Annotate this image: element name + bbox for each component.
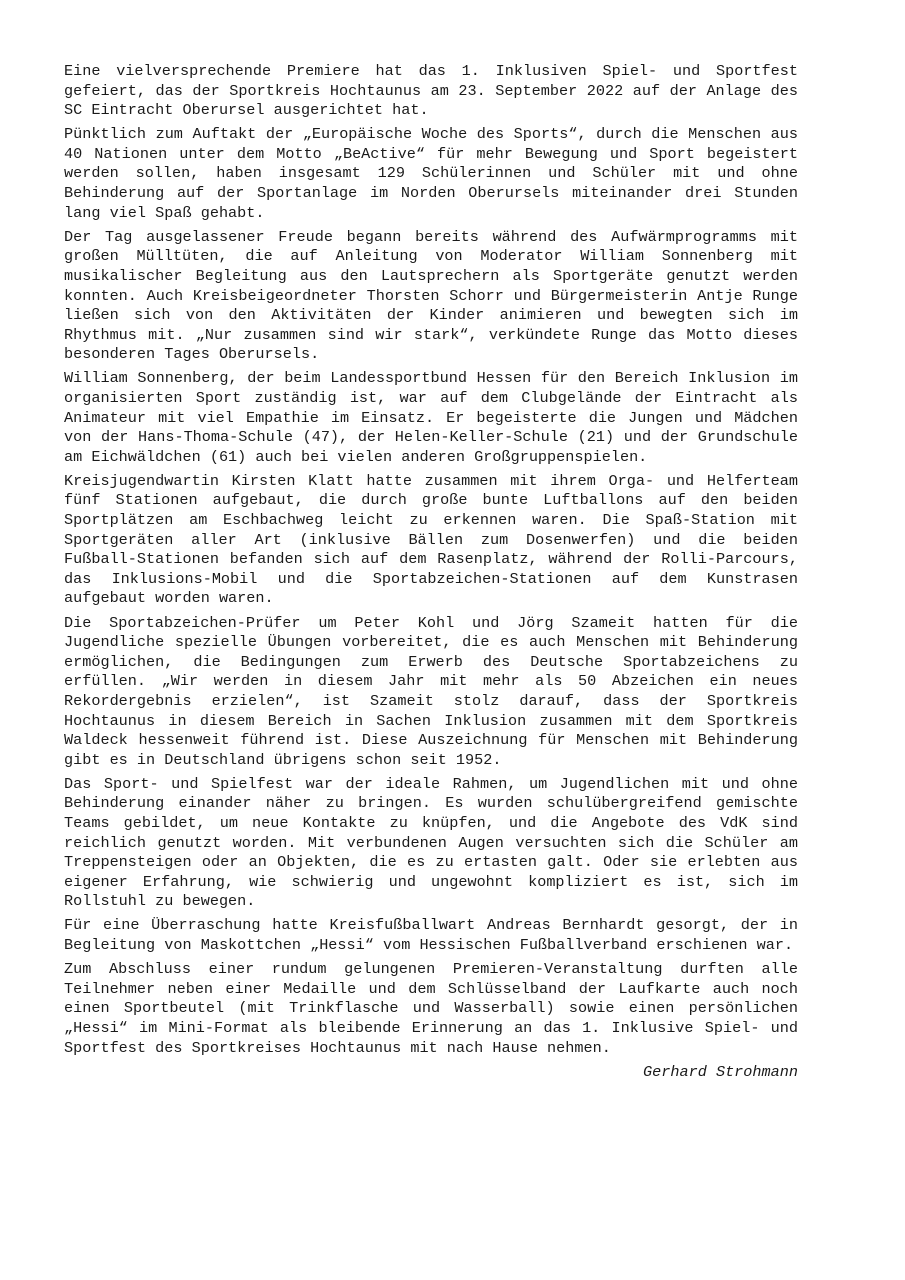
paragraph-ueberraschung: Für eine Überraschung hatte Kreisfußballwart Andreas Bernhardt gesorgt, der in Begleitung von Maskottchen „Hessi“ vom Hessischen Fußballverband erschienen war. [64,916,798,955]
paragraph-europaeische-woche: Pünktlich zum Auftakt der „Europäische Woche des Sports“, durch die Menschen aus 40 Nationen unter dem Motto „BeActive“ für mehr Bewegung und Sport begeistert werden sollen, haben insgesamt 129 Schülerinnen und Schüler mit und ohne Behinderung auf der Sportanlage im Norden Oberursels miteinander drei Stunden lang viel Spaß gehabt. [64,125,798,222]
author-signature: Gerhard Strohmann [643,1062,798,1081]
paragraph-sportfest-rahmen: Das Sport- und Spielfest war der ideale Rahmen, um Jugendlichen mit und ohne Behinderung einander näher zu bringen. Es wurden schulübergreifend gemischte Teams gebildet, um neue Kontakte zu knüpfen, und die Angebote des VdK sind reichlich genutzt worden. Mit verbundenen Augen versuchten sich die Schüler am Treppensteigen oder an Objekten, die es zu ertasten galt. Oder sie erlebten aus eigener Erfahrung, wie schwierig und ungewohnt kompliziert es ist, sich im Rollstuhl zu bewegen. [64,774,798,911]
paragraph-abschluss: Zum Abschluss einer rundum gelungenen Premieren-Veranstaltung durften alle Teilnehmer neben einer Medaille und dem Schlüsselband der Laufkarte auch noch einen Sportbeutel (mit Trinkflasche und Wasserball) sowie einen persönlichen „Hessi“ im Mini-Format als bleibende Erinnerung an das 1. Inklusive Spiel- und Sportfest des Sportkreises Hochtaunus mit nach Hause nehmen. [64,960,798,1057]
paragraph-intro: Eine vielversprechende Premiere hat das 1. Inklusiven Spiel- und Sportfest gefeiert, das der Sportkreis Hochtaunus am 23. September 2022 auf der Anlage des SC Eintracht Oberursel ausgerichtet hat. [64,62,798,120]
paragraph-stationen: Kreisjugendwartin Kirsten Klatt hatte zusammen mit ihrem Orga- und Helferteam fünf Stationen aufgebaut, die durch große bunte Luftballons auf den beiden Sportplätzen am Eschbachweg leicht zu erkennen waren. Die Spaß-Station mit Sportgeräten aller Art (inklusive Bällen zum Dosenwerfen) und die beiden Fußball-Stationen befanden sich auf dem Rasenplatz, während der Rolli-Parcours, das Inklusions-Mobil und die Sportabzeichen-Stationen auf dem Kunstrasen aufgebaut worden waren. [64,471,798,608]
paragraph-sportabzeichen: Die Sportabzeichen-Prüfer um Peter Kohl und Jörg Szameit hatten für die Jugendliche spezielle Übungen vorbereitet, die es auch Menschen mit Behinderung ermöglichen, die Bedingungen zum Erwerb des Deutsche Sportabzeichens zu erfüllen. „Wir werden in diesem Jahr mit mehr als 50 Abzeichen ein neues Rekordergebnis erzielen“, ist Szameit stolz darauf, dass der Sportkreis Hochtaunus in diesem Bereich in Sachen Inklusion zusammen mit dem Sportkreis Waldeck hessenweit führend ist. Diese Auszeichnung für Menschen mit Behinderung gibt es in Deutschland übrigens schon seit 1952. [64,613,798,769]
article-page [64,62,798,1082]
paragraph-aufwaermprogramm: Der Tag ausgelassener Freude begann bereits während des Aufwärmprogramms mit großen Mülltüten, die auf Anleitung von Moderator William Sonnenberg mit musikalischer Begleitung aus den Lautsprechern als Sportgeräte genutzt werden konnten. Auch Kreisbeigeordneter Thorsten Schorr und Bürgermeisterin Antje Runge ließen sich von den Aktivitäten der Kinder animieren und bewegten sich im Rhythmus mit. „Nur zusammen sind wir stark“, verkündete Runge das Motto dieses besonderen Tages Oberursels. [64,227,798,364]
paragraph-william-sonnenberg: William Sonnenberg, der beim Landessportbund Hessen für den Bereich Inklusion im organisierten Sport zuständig ist, war auf dem Clubgelände der Eintracht als Animateur mit viel Empathie im Einsatz. Er begeisterte die Jungen und Mädchen von der Hans-Thoma-Schule (47), der Helen-Keller-Schule (21) und der Grundschule am Eichwäldchen (61) auch bei vielen anderen Großgruppenspielen. [64,369,798,466]
